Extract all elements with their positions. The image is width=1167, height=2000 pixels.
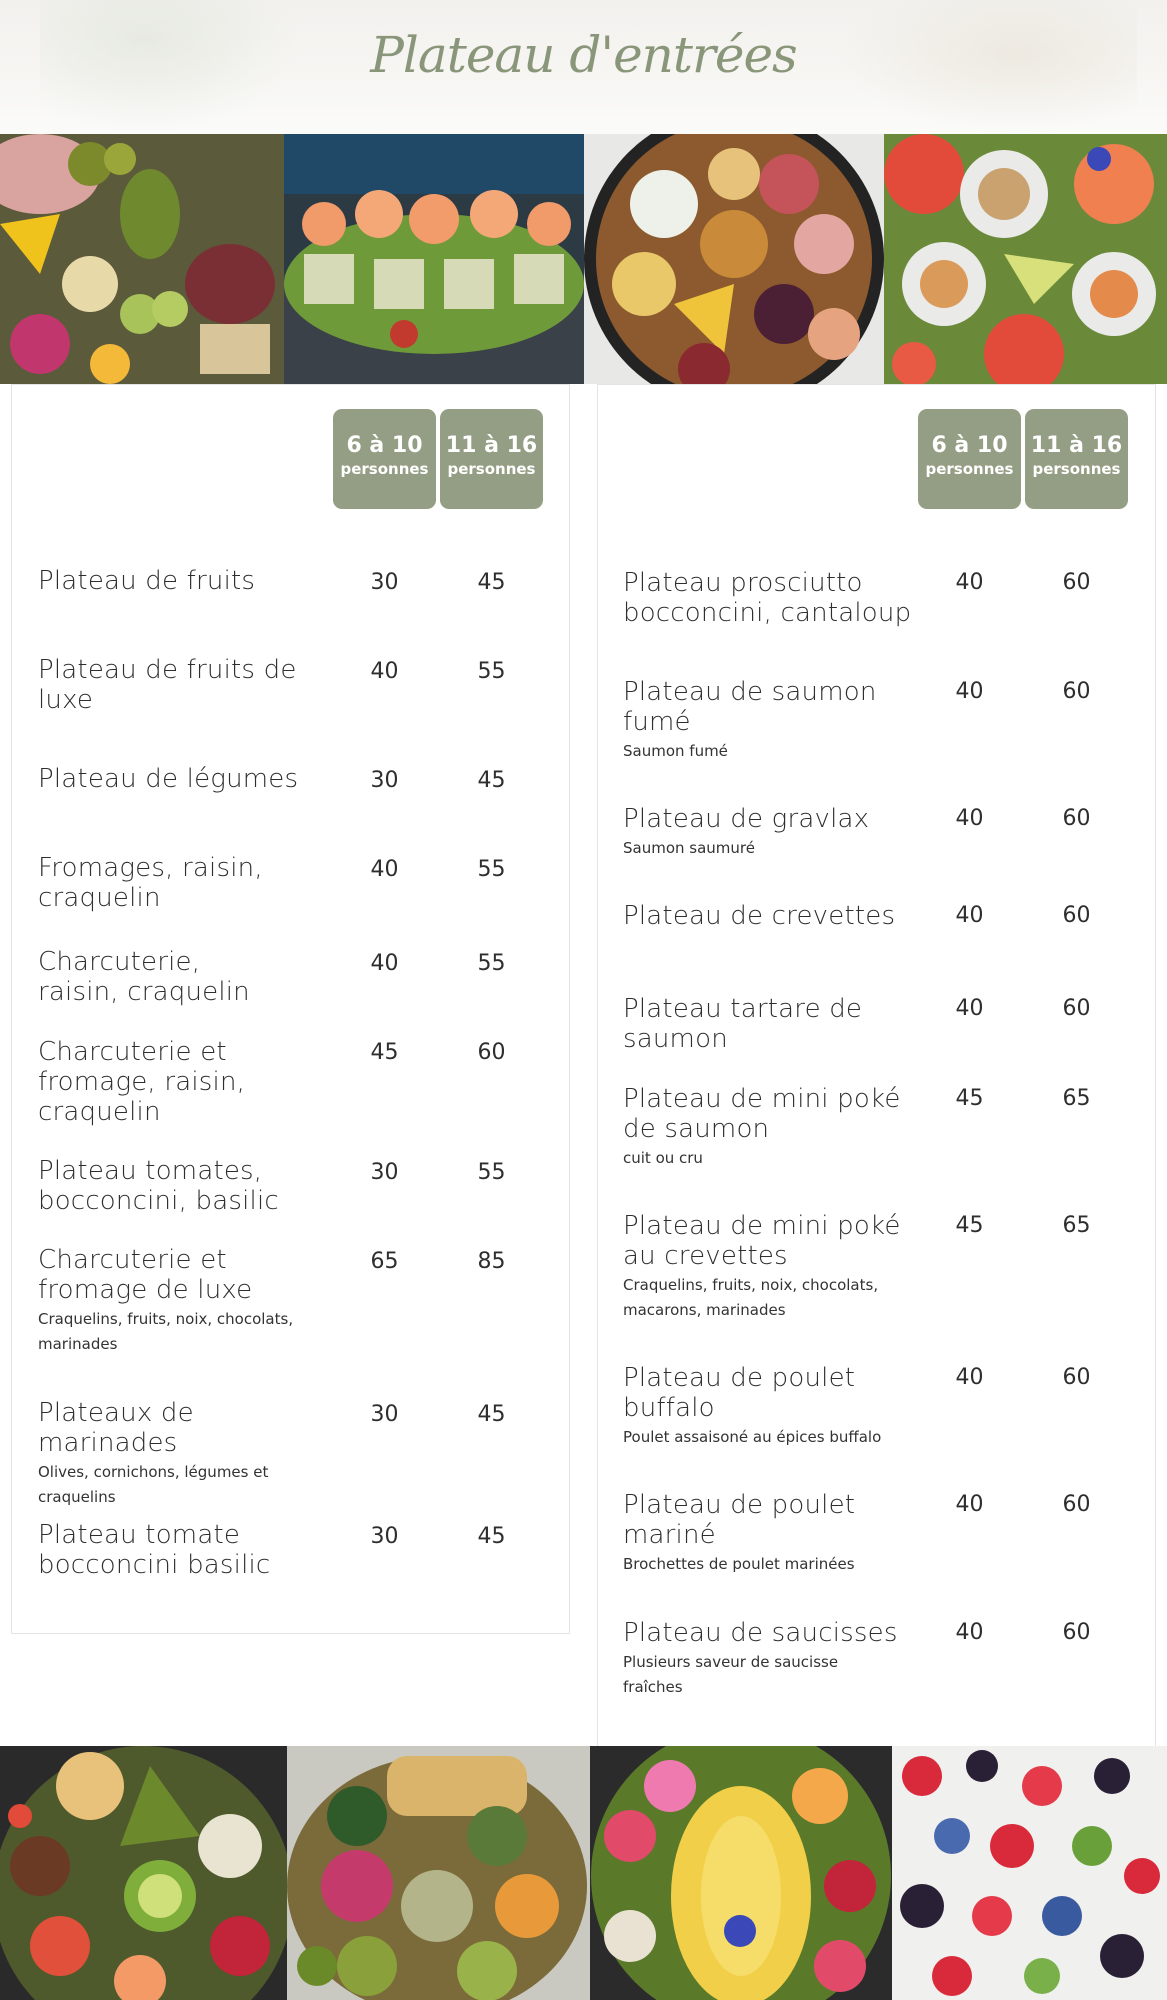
- price-small: 30: [370, 570, 399, 595]
- price-small: 40: [955, 903, 984, 928]
- menu-item: [38, 1520, 298, 1580]
- price-large: 60: [1062, 679, 1091, 704]
- menu-item: [38, 1156, 298, 1216]
- item-name: Plateau de fruits: [38, 566, 256, 596]
- item-name: Plateau tomate bocconcini basilic: [38, 1520, 271, 1580]
- menu-item: [38, 566, 338, 596]
- marinades-platter-photo: [287, 1746, 590, 2000]
- item-name: Plateau de gravlax: [623, 804, 870, 834]
- badge-count: 11 à 16: [1030, 433, 1123, 458]
- menu-item: [623, 1490, 923, 1577]
- badge-count: 6 à 10: [346, 433, 423, 458]
- price-large: 60: [1062, 996, 1091, 1021]
- menu-item: [623, 677, 903, 764]
- item-name: Plateau tartare de saumon: [623, 994, 863, 1054]
- menu-item: [38, 1398, 338, 1510]
- item-name: Plateau de fruits de luxe: [38, 655, 297, 715]
- item-description: Craquelins, fruits, noix, chocolats, macarons, marinades: [623, 1276, 879, 1319]
- menu-item: [38, 655, 308, 715]
- price-large: 60: [1062, 903, 1091, 928]
- header-badge-large: [440, 409, 543, 509]
- item-description: Saumon saumuré: [623, 839, 755, 857]
- price-large: 45: [477, 1524, 506, 1549]
- item-name: Plateau tomates, bocconcini, basilic: [38, 1156, 279, 1216]
- item-description: Craquelins, fruits, noix, chocolats, marinades: [38, 1310, 294, 1353]
- menu-item: [38, 764, 338, 794]
- item-description: Saumon fumé: [623, 742, 728, 760]
- page-header: [0, 0, 1167, 134]
- shrimp-cups-photo: [284, 134, 584, 384]
- item-name: Plateau de légumes: [38, 764, 299, 794]
- price-large: 45: [477, 768, 506, 793]
- badge-count: 6 à 10: [931, 433, 1008, 458]
- item-description: Poulet assaisoné au épices buffalo: [623, 1428, 882, 1446]
- price-large: 60: [477, 1040, 506, 1065]
- menu-item: [623, 994, 903, 1054]
- price-small: 40: [370, 857, 399, 882]
- price-small: 45: [955, 1213, 984, 1238]
- right-menu-panel: [597, 384, 1156, 1746]
- price-large: 60: [1062, 1620, 1091, 1645]
- badge-unit: personnes: [340, 460, 429, 478]
- price-large: 55: [477, 1160, 506, 1185]
- price-small: 30: [370, 1524, 399, 1549]
- menu-item: [38, 947, 288, 1007]
- item-name: Plateau de mini poké de saumon: [623, 1084, 901, 1144]
- menu-item: [623, 1084, 923, 1171]
- price-large: 60: [1062, 806, 1091, 831]
- price-small: 40: [955, 806, 984, 831]
- price-large: 55: [477, 951, 506, 976]
- price-large: 65: [1062, 1213, 1091, 1238]
- header-badge-large: [1025, 409, 1128, 509]
- menu-item: [38, 853, 288, 913]
- fruit-cheese-platter-photo: [0, 134, 284, 384]
- header-badge-small: [918, 409, 1021, 509]
- price-small: 45: [955, 1086, 984, 1111]
- page-title: Plateau d'entrées: [370, 26, 797, 84]
- exotic-fruit-platter-photo: [590, 1746, 892, 2000]
- price-large: 60: [1062, 1365, 1091, 1390]
- menu-item: [623, 1363, 933, 1450]
- menu-item: [623, 1211, 923, 1323]
- price-small: 40: [955, 1365, 984, 1390]
- item-name: Plateau de saumon fumé: [623, 677, 877, 737]
- item-description: Plusieurs saveur de saucisse fraîches: [623, 1653, 839, 1696]
- price-large: 85: [477, 1249, 506, 1274]
- item-description: Brochettes de poulet marinées: [623, 1555, 855, 1573]
- price-large: 55: [477, 857, 506, 882]
- badge-unit: personnes: [447, 460, 536, 478]
- price-small: 30: [370, 1160, 399, 1185]
- price-small: 40: [955, 1620, 984, 1645]
- item-name: Plateau de saucisses: [623, 1618, 898, 1648]
- item-description: cuit ou cru: [623, 1149, 703, 1167]
- charcuterie-platter-photo: [584, 134, 884, 384]
- price-small: 30: [370, 1402, 399, 1427]
- price-small: 30: [370, 768, 399, 793]
- price-small: 40: [955, 1492, 984, 1517]
- price-small: 45: [370, 1040, 399, 1065]
- price-small: 40: [955, 679, 984, 704]
- price-large: 60: [1062, 1492, 1091, 1517]
- price-small: 65: [370, 1249, 399, 1274]
- header-badge-small: [333, 409, 436, 509]
- mini-poke-photo: [884, 134, 1167, 384]
- item-name: Plateau prosciutto bocconcini, cantaloup: [623, 568, 912, 628]
- item-name: Plateau de poulet mariné: [623, 1490, 856, 1550]
- bottom-photo-strip: [0, 1746, 1167, 2000]
- badge-count: 11 à 16: [445, 433, 538, 458]
- item-description: Olives, cornichons, légumes et craquelins: [38, 1463, 269, 1506]
- fruit-platter-photo: [0, 1746, 287, 2000]
- item-name: Charcuterie et fromage, raisin, craquelin: [38, 1037, 246, 1127]
- badge-unit: personnes: [1032, 460, 1121, 478]
- price-large: 45: [477, 1402, 506, 1427]
- item-name: Charcuterie, raisin, craquelin: [38, 947, 250, 1007]
- menu-item: [38, 1037, 288, 1127]
- menu-item: [623, 568, 923, 628]
- menu-item: [623, 1618, 923, 1700]
- price-large: 60: [1062, 570, 1091, 595]
- price-small: 40: [370, 951, 399, 976]
- price-large: 65: [1062, 1086, 1091, 1111]
- item-name: Fromages, raisin, craquelin: [38, 853, 263, 913]
- item-name: Plateau de crevettes: [623, 901, 896, 931]
- menu-item: [38, 1245, 338, 1357]
- price-large: 45: [477, 570, 506, 595]
- menu-item: [623, 804, 923, 861]
- item-name: Charcuterie et fromage de luxe: [38, 1245, 253, 1305]
- price-small: 40: [955, 570, 984, 595]
- price-large: 55: [477, 659, 506, 684]
- price-small: 40: [955, 996, 984, 1021]
- menu-item: [623, 901, 923, 931]
- top-photo-strip: [0, 134, 1167, 384]
- item-name: Plateau de poulet buffalo: [623, 1363, 856, 1423]
- item-name: Plateaux de marinades: [38, 1398, 194, 1458]
- price-small: 40: [370, 659, 399, 684]
- left-menu-panel: [11, 384, 570, 1634]
- item-name: Plateau de mini poké au crevettes: [623, 1211, 901, 1271]
- badge-unit: personnes: [925, 460, 1014, 478]
- berry-salad-photo: [892, 1746, 1167, 2000]
